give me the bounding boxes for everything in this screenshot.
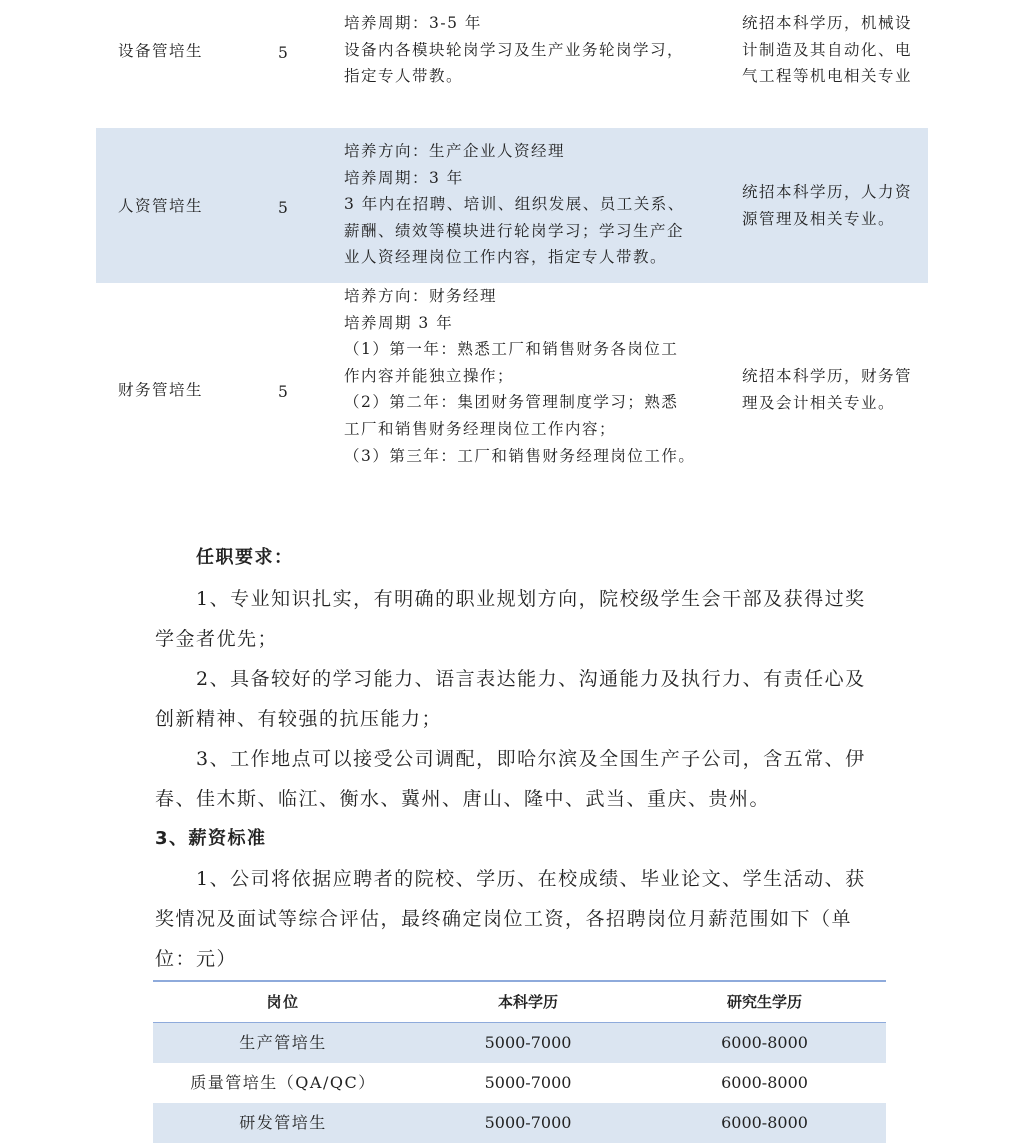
requirement-item-2-line-1: 2、具备较好的学习能力、语言表达能力、沟通能力及执行力、有责任心及 (196, 668, 866, 690)
position-name: 人资管培生 (118, 197, 204, 215)
requirement-item-1-line-1: 1、专业知识扎实，有明确的职业规划方向，院校级学生会干部及获得过奖 (196, 588, 866, 610)
position-requirement: 统招本科学历，机械设 计制造及其自动化、电 气工程等机电相关专业 (742, 14, 913, 86)
cell-bachelor: 5000-7000 (484, 1033, 572, 1052)
requirement-item-3-line-2: 春、佳木斯、临江、衡水、冀州、唐山、隆中、武当、重庆、贵州。 (155, 788, 771, 810)
cell-position: 质量管培生（QA/QC） (190, 1073, 376, 1092)
position-count: 5 (278, 199, 290, 217)
position-row-hr (96, 128, 928, 283)
salary-heading: 3、薪资标准 (155, 828, 267, 849)
cell-graduate: 6000-8000 (721, 1113, 808, 1132)
position-description: 培养周期：3-5 年 设备内各模块轮岗学习及生产业务轮岗学习， 指定专人带教。 (344, 14, 685, 86)
position-row-finance (96, 283, 928, 483)
cell-graduate: 6000-8000 (721, 1073, 808, 1092)
cell-position: 研发管培生 (239, 1113, 327, 1132)
table-row (153, 1063, 886, 1103)
salary-table (153, 980, 886, 1143)
header-position: 岗位 (266, 993, 300, 1011)
position-description: 培养方向：生产企业人资经理 培养周期：3 年 3 年内在招聘、培训、组织发展、员工关系、 薪酬、绩效等模块进行轮岗学习；学习生产企 业人资经理岗位工作内容，指定专人带教。 (344, 142, 685, 267)
position-name: 设备管培生 (118, 42, 204, 60)
requirement-item-3-line-1: 3、工作地点可以接受公司调配，即哈尔滨及全国生产子公司，含五常、伊 (196, 748, 866, 770)
position-count: 5 (278, 383, 290, 401)
requirements-heading: 任职要求： (196, 547, 294, 568)
salary-table-header (153, 982, 886, 1023)
position-row-equipment (96, 0, 928, 128)
requirement-item-1-line-2: 学金者优先； (155, 628, 279, 650)
position-requirement: 统招本科学历，人力资 源管理及相关专业。 (742, 183, 913, 228)
cell-graduate: 6000-8000 (721, 1033, 808, 1052)
salary-intro-line-1: 1、公司将依据应聘者的院校、学历、在校成绩、毕业论文、学生活动、获 (196, 868, 866, 890)
position-name: 财务管培生 (118, 381, 204, 399)
cell-position: 生产管培生 (239, 1033, 327, 1052)
cell-bachelor: 5000-7000 (484, 1073, 572, 1092)
header-graduate: 研究生学历 (726, 993, 802, 1011)
salary-intro-line-2: 奖情况及面试等综合评估，最终确定岗位工资，各招聘岗位月薪范围如下（单 (155, 908, 853, 930)
table-row (153, 1023, 886, 1063)
position-count: 5 (278, 44, 290, 62)
requirement-item-2-line-2: 创新精神、有较强的抗压能力； (155, 708, 443, 730)
position-description: 培养方向：财务经理 培养周期 3 年 （1）第一年：熟悉工厂和销售财务各岗位工 作内容并能独立操作； （2）第二年：集团财务管理制度学习；熟悉 工厂和销售财务经理岗位工作内容； （3）第三年：工厂和销售财务经理岗位工作。 (344, 287, 696, 465)
cell-bachelor: 5000-7000 (484, 1113, 572, 1132)
header-bachelor: 本科学历 (497, 993, 558, 1011)
salary-intro-line-3: 位：元） (155, 948, 238, 970)
table-row (153, 1103, 886, 1143)
position-requirement: 统招本科学历，财务管 理及会计相关专业。 (742, 367, 913, 412)
